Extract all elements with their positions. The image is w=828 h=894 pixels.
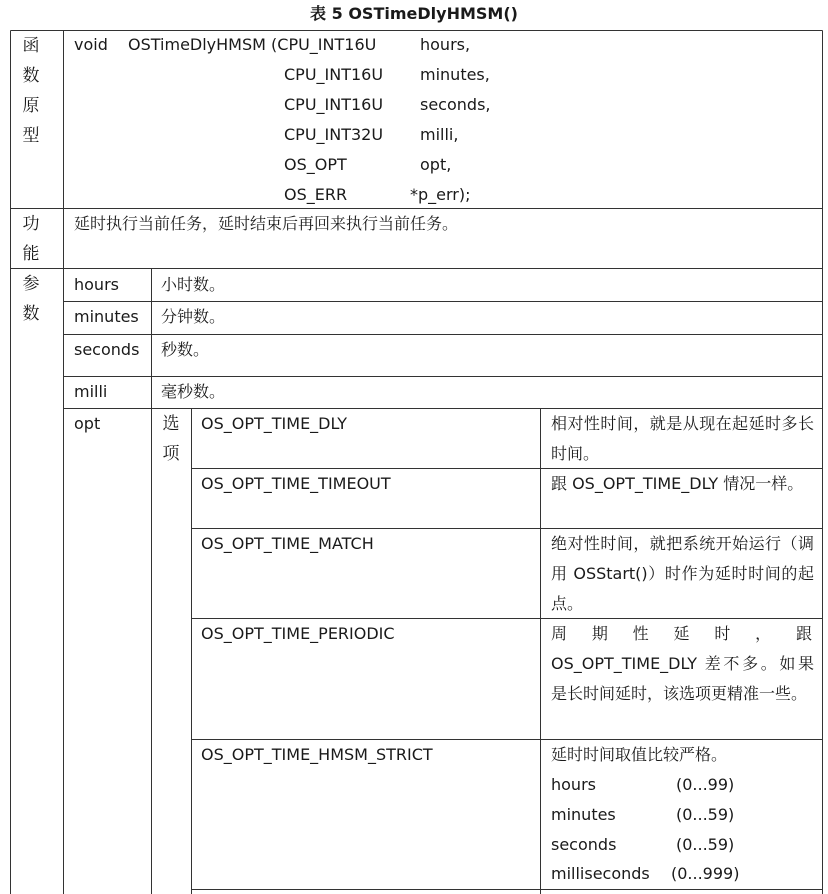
param-description: 小时数。 xyxy=(161,275,226,294)
option-description: OS_OPT_TIME_DLY 差不多。如果是长时间延时，该选项更精准一些。 xyxy=(551,654,814,703)
prototype-arg-type: OS_OPT xyxy=(284,155,347,174)
param-name: seconds xyxy=(74,340,140,359)
desc-char: 期 xyxy=(591,624,608,643)
desc-char: 延 xyxy=(673,624,690,643)
option-name: OS_OPT_TIME_TIMEOUT xyxy=(201,474,391,493)
desc-char: 性 xyxy=(632,624,649,643)
option-name: OS_OPT_TIME_HMSM_STRICT xyxy=(201,745,433,764)
option-description: 绝对性时间，就把系统开始运行（调用 OSStart()）时作为延时时间的起点。 xyxy=(551,534,814,613)
range-value: (0...59) xyxy=(676,805,735,824)
desc-char: 周 xyxy=(551,624,568,643)
range-unit: milliseconds xyxy=(551,864,650,883)
params-label: 参数 xyxy=(22,274,40,324)
range-unit: minutes xyxy=(551,805,616,824)
option-name: OS_OPT_TIME_DLY xyxy=(201,414,348,433)
prototype-arg: *p_err); xyxy=(410,185,471,204)
option-description: 相对性时间，就是从现在起延时多长时间。 xyxy=(551,414,814,463)
desc-char: 跟 xyxy=(795,624,812,643)
param-name: milli xyxy=(74,382,108,401)
function-label: 功能 xyxy=(22,214,40,264)
prototype-function-name: OSTimeDlyHMSM (CPU_INT16U xyxy=(128,35,377,54)
param-description: 秒数。 xyxy=(161,340,210,359)
option-description: 延时时间取值比较严格。 xyxy=(551,745,728,764)
options-sublabel: 选项 xyxy=(162,414,180,464)
param-name: minutes xyxy=(74,307,139,326)
prototype-arg-type: CPU_INT16U xyxy=(284,65,384,84)
range-value: (0...999) xyxy=(671,864,740,883)
desc-char: 时 xyxy=(714,624,731,643)
option-name: OS_OPT_TIME_PERIODIC xyxy=(201,624,395,643)
prototype-label-text: 函数原型 xyxy=(22,36,40,146)
function-description: 延时执行当前任务，延时结束后再回来执行当前任务。 xyxy=(74,214,459,233)
range-unit: seconds xyxy=(551,835,617,854)
table-caption: 表 5 OSTimeDlyHMSM() xyxy=(310,4,518,23)
prototype-arg: hours, xyxy=(420,35,471,54)
param-name-opt: opt xyxy=(74,414,101,433)
option-name: OS_OPT_TIME_MATCH xyxy=(201,534,374,553)
prototype-arg: minutes, xyxy=(420,65,490,84)
prototype-arg: milli, xyxy=(420,125,459,144)
prototype-arg-type: CPU_INT32U xyxy=(284,125,384,144)
prototype-arg: seconds, xyxy=(420,95,491,114)
prototype-return-type: void xyxy=(74,35,108,54)
param-name: hours xyxy=(74,275,119,294)
prototype-arg-type: CPU_INT16U xyxy=(284,95,384,114)
prototype-label xyxy=(20,31,42,151)
option-description-first-line xyxy=(551,619,812,649)
range-value: (0...59) xyxy=(676,835,735,854)
option-description: 跟 OS_OPT_TIME_DLY 情况一样。 xyxy=(551,474,804,493)
param-description: 分钟数。 xyxy=(161,307,226,326)
prototype-arg: opt, xyxy=(420,155,452,174)
range-value: (0...99) xyxy=(676,775,735,794)
param-description: 毫秒数。 xyxy=(161,382,226,401)
range-unit: hours xyxy=(551,775,596,794)
desc-char: ， xyxy=(755,624,772,643)
prototype-arg-type: OS_ERR xyxy=(284,185,348,204)
